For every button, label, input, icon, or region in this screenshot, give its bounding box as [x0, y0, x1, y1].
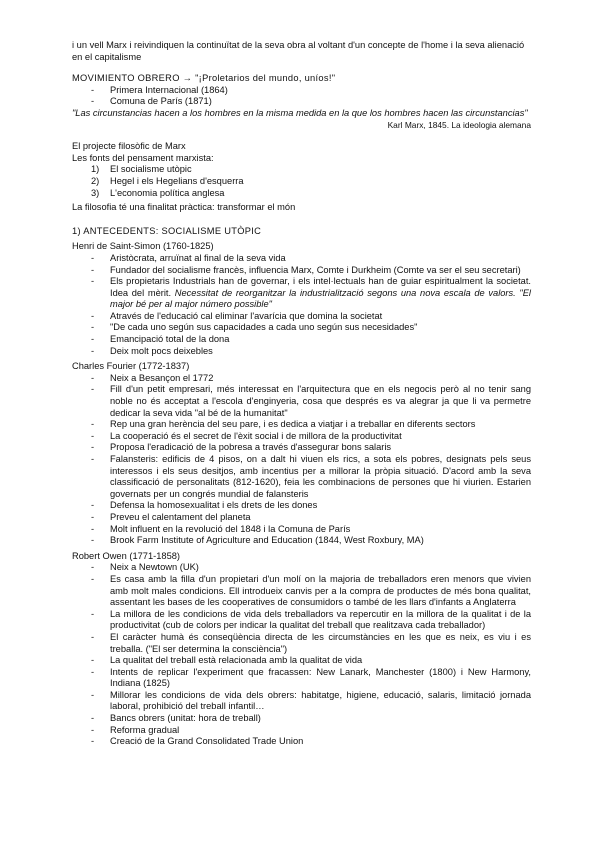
list-number: 3) [91, 187, 100, 198]
list-item: - Deix molt pocs deixebles [72, 346, 531, 358]
list-item: - "De cada uno según sus capacidades a cada uno según sus necesidades" [72, 322, 531, 334]
list-item: - Fill d'un petit empresari, més interessat en l'arquitectura que en els negocis però al no tenir sang noble no és acceptat a l'escola d'enginyeria, cosa que després es va alegrar ja que li va permetre dedicar la seva vida "al bé de la humanitat" [72, 384, 531, 419]
document-page [72, 40, 531, 748]
list-item: - Defensa la homosexualitat i els drets de les dones [72, 500, 531, 512]
list-item: - Creació de la Grand Consolidated Trade Union [72, 736, 531, 748]
list-item: - Preveu el calentament del planeta [72, 512, 531, 524]
list-item: - Brook Farm Institute of Agriculture and Education (1844, West Roxbury, MA) [72, 535, 531, 547]
quote-attribution: Karl Marx, 1845. La ideologia alemana [387, 119, 531, 130]
list-item [72, 188, 531, 200]
list-text: L'economia política anglesa [110, 187, 225, 198]
list-text: Els propietaris Industrials han de governar, i els intel·lectuals han de guiar espiritualment la societat. Idea del mèrit. [110, 276, 531, 298]
list-item: - Comuna de París (1871) [72, 96, 531, 108]
list-item [72, 164, 531, 176]
person-heading-saint-simon: Henri de Saint-Simon (1760-1825) [72, 241, 214, 252]
movimiento-list [72, 85, 531, 108]
movimiento-heading: MOVIMIENTO OBRERO → "¡Proletarios del mundo, uníos!" [72, 73, 336, 84]
list-item: - Primera Internacional (1864) [72, 85, 531, 97]
list-item: - Proposa l'eradicació de la pobresa a través d'assegurar bons salaris [72, 442, 531, 454]
list-item: - La millora de les condicions de vida dels treballadors va repercutir en la millora de la qualitat i de la productivitat (cub de colors per indicar la qualitat del treball que realitzava cada treballador) [72, 609, 531, 632]
list-item [72, 276, 531, 311]
list-item [72, 176, 531, 188]
list-number: 2) [91, 175, 100, 186]
list-item: - Através de l'educació cal eliminar l'avarícia que domina la societat [72, 311, 531, 323]
italic-text: Necessitat de reorganitzar la industrialització segons una nova escala de valors. "El major bé per al major número possible" [110, 287, 531, 310]
fourier-list [72, 373, 531, 547]
list-text: El socialisme utòpic [110, 164, 192, 175]
list-item: - Millorar les condicions de vida dels obrers: habitatge, higiene, educació, salaris, limitació jornada laboral, prohibició del treball infantil… [72, 690, 531, 713]
list-item: - Reforma gradual [72, 725, 531, 737]
list-item: - Molt influent en la revolució del 1848 i la Comuna de París [72, 524, 531, 536]
owen-list [72, 562, 531, 748]
list-item: - Emancipació total de la dona [72, 334, 531, 346]
list-item: - Intents de replicar l'experiment que fracassen: New Lanark, Manchester (1800) i New Harmony, Indiana (1825) [72, 667, 531, 690]
marx-quote: "Las circunstancias hacen a los hombres en la misma medida en la que los hombres hacen las circunstancias" [72, 107, 528, 118]
list-text: Hegel i els Hegelians d'esquerra [110, 175, 244, 186]
intro-paragraph: i un vell Marx i reivindiquen la continuïtat de la seva obra al voltant d'un concepte de l'home i la seva alienació en el capitalisme [72, 40, 525, 62]
fonts-label: Les fonts del pensament marxista: [72, 152, 214, 163]
list-item: - Falansteris: edificis de 4 pisos, on a dalt hi viuen els rics, a sota els pobres, designats pels seus interessos i els seus desitjos, amb incentius per a millorar la pròpia situació. D'acord amb la seva classificació de personalitats (812-1620), feia les combinacions de persones que hi viurien. Estarien governats per un congrés mundial de falansteris [72, 454, 531, 500]
person-heading-owen: Robert Owen (1771-1858) [72, 550, 181, 561]
projecte-title: El projecte filosòfic de Marx [72, 141, 186, 152]
fonts-list [72, 164, 531, 199]
list-item: - Es casa amb la filla d'un propietari d'un molí on la majoria de treballadors eren menors que vivien amb molt males condicions. Ell introdueix canvis per a la compra de productes de més bona qualitat, assentant les bases de les cooperatives de consumidors o també de les llars d'infants a Anglaterra [72, 574, 531, 609]
list-item: - La qualitat del treball està relacionada amb la qualitat de vida [72, 655, 531, 667]
antecedents-heading: 1) ANTECEDENTS: SOCIALISME UTÒPIC [72, 225, 262, 236]
list-item: - Rep una gran herència del seu pare, i es dedica a viatjar i a treballar en diferents sectors [72, 419, 531, 431]
list-item: - Aristòcrata, arruïnat al final de la seva vida [72, 253, 531, 265]
saint-simon-list [72, 253, 531, 357]
list-item: - Neix a Newtown (UK) [72, 562, 531, 574]
finalitat-line: La filosofia té una finalitat pràctica: transformar el món [72, 202, 296, 213]
list-item: - Neix a Besançon el 1772 [72, 373, 531, 385]
list-number: 1) [91, 164, 100, 175]
person-heading-fourier: Charles Fourier (1772-1837) [72, 361, 190, 372]
list-item: - La cooperació és el secret de l'èxit social i de millora de la productivitat [72, 431, 531, 443]
list-item: - Bancs obrers (unitat: hora de treball) [72, 713, 531, 725]
list-item: - El caràcter humà és conseqüència directa de les circumstàncies en les que es neix, es viu i es treballa. ("El ser determina la consciència") [72, 632, 531, 655]
list-item: - Fundador del socialisme francès, influencia Marx, Comte i Durkheim (Comte va ser el seu secretari) [72, 265, 531, 277]
